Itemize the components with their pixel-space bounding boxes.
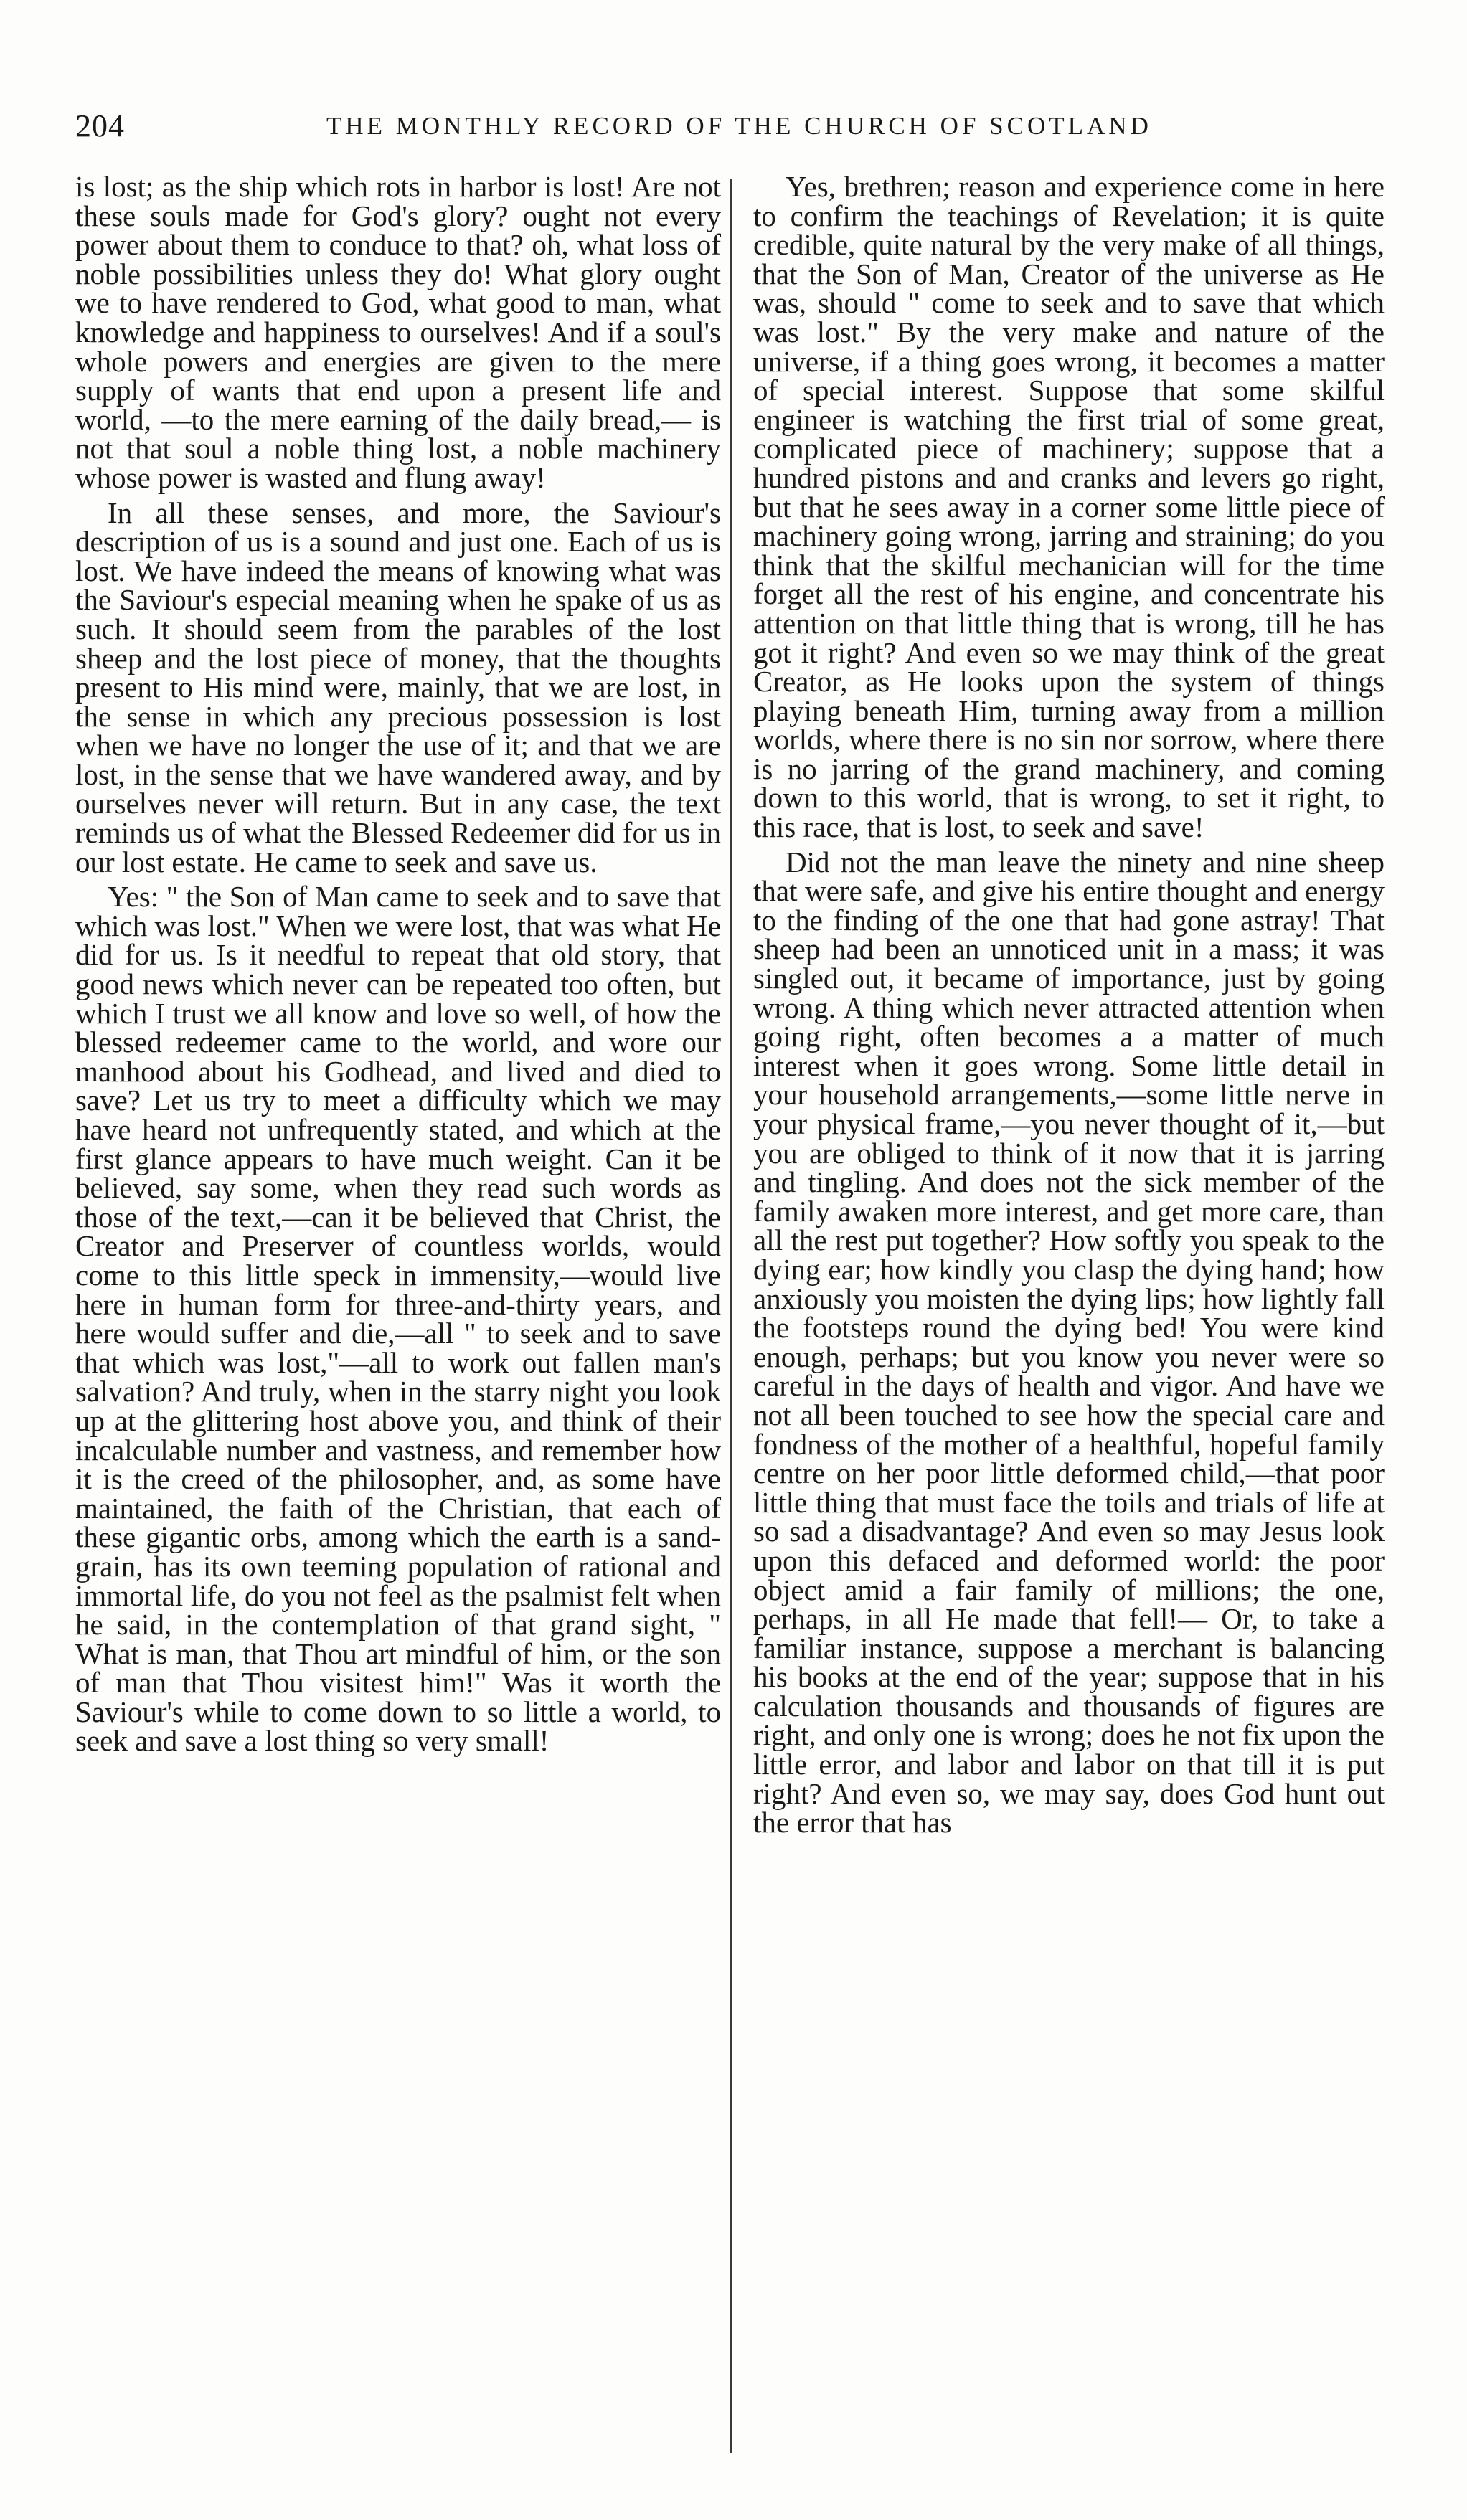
column-divider [730,179,732,2453]
left-paragraph-2: In all these senses, and more, the Saviour's description of us is a sound and just one. Each of us is lost. We have indeed the means of knowing what was the Saviour's especial meaning when he spake of us as such. It should seem from the parables of the lost sheep and the lost piece of money, that the thoughts present to His mind were, mainly, that we are lost, in the sense in which any precious possession is lost when we have no longer the use of it; and that we are lost, in the sense that we have wandered away, and by ourselves never will return. But in any case, the text reminds us of what the Blessed Redeemer did for us in our lost estate. He came to seek and save us. [75,496,721,878]
left-paragraph-3: Yes: " the Son of Man came to seek and to save that which was lost." When we were lost, that was what He did for us. Is it needful to repeat that old story, that good news which never can be repeated too often, but which I trust we all know and love so well, of how the blessed redeemer came to the world, and wore our manhood about his Godhead, and lived and died to save? Let us try to meet a difficulty which we may have heard not unfrequently stated, and which at the first glance appears to have much weight. Can it be believed, say some, when they read such words as those of the text,—can it be believed that Christ, the Creator and Preserver of countless worlds, would come to this little speck in immensity,—would live here in human form for three-and-thirty years, and here would suffer and die,—all " to seek and to save that which was lost,"—all to work out fallen man's salvation? And truly, when in the starry night you look up at the glittering host above you, and think of their incalculable number and vastness, and remember how it is the creed of the philosopher, and, as some have maintained, the faith of the Christian, that each of these gigantic orbs, among which the earth is a sand-grain, has its own teeming population of rational and immortal life, do you not feel as the psalmist felt when he said, in the contemplation of that grand sight, " What is man, that Thou art mindful of him, or the son of man that Thou visitest him!" Was it worth the Saviour's while to come down to so little a world, to seek and save a lost thing so very small! [75,880,721,1758]
running-title: THE MONTHLY RECORD OF THE CHURCH OF SCOTLAND [326,112,1152,140]
page-number: 204 [75,108,125,143]
right-column [753,172,1385,1837]
right-paragraph-2: Did not the man leave the ninety and nine sheep that were safe, and give his entire thought and energy to the finding of the one that had gone astray! That sheep had been an unnoticed unit in a mass; it was singled out, it became of importance, just by going wrong. A thing which never attracted attention when going right, often becomes a a matter of much interest when it goes wrong. Some little detail in your household arrangements,—some little nerve in your physical frame,—you never thought of it,—but you are obliged to think of it now that it is jarring and tingling. And does not the sick member of the family awaken more interest, and get more care, than all the rest put together? How softly you speak to the dying ear; how kindly you clasp the dying hand; how anxiously you moisten the dying lips; how lightly fall the footsteps round the dying bed! You were kind enough, perhaps; but you know you never were so careful in the days of health and vigor. And have we not all been touched to see how the special care and fondness of the mother of a healthful, hopeful family centre on her poor little deformed child,—that poor little thing that must face the toils and trials of life at so sad a disadvantage? And even so may Jesus look upon this defaced and deformed world: the poor object amid a fair family of millions; the one, perhaps, in all He made that fell!— Or, to take a familiar instance, suppose a merchant is balancing his books at the end of the year; suppose that in his calculation thousands and thousands of figures are right, and only one is wrong; does he not fix upon the little error, and labor and labor on that till it is put right? And even so, we may say, does God hunt out the error that has [753,845,1385,1839]
page-header [75,108,1395,151]
left-column [75,172,721,1756]
right-paragraph-1: Yes, brethren; reason and experience come in here to confirm the teachings of Revelation; it is quite credible, quite natural by the very make of all things, that the Son of Man, Creator of the universe as He was, should " come to seek and to save that which was lost." By the very make and nature of the universe, if a thing goes wrong, it becomes a matter of special interest. Suppose that some skilful engineer is watching the first trial of some great, complicated piece of machinery; suppose that a hundred pistons and and cranks and levers go right, but that he sees away in a corner some little piece of machinery going wrong, jarring and straining; do you think that the skilful mechanician will for the time forget all the rest of his engine, and concentrate his attention on that little thing that is wrong, till he has got it right? And even so we may think of the great Creator, as He looks upon the system of things playing beneath Him, turning away from a million worlds, where there is no sin nor sorrow, where there is no jarring of the grand machinery, and coming down to this world, that is wrong, to set it right, to this race, that is lost, to seek and save! [753,170,1385,844]
left-paragraph-1: is lost; as the ship which rots in harbor is lost! Are not these souls made for God's glory? ought not every power about them to conduce to that? oh, what loss of noble possibilities unless they do! What glory ought we to have rendered to God, what good to man, what knowledge and happiness to ourselves! And if a soul's whole powers and energies are given to the mere supply of wants that end upon a present life and world, —to the mere earning of the daily bread,— is not that soul a noble thing lost, a noble machinery whose power is wasted and flung away! [75,170,721,494]
